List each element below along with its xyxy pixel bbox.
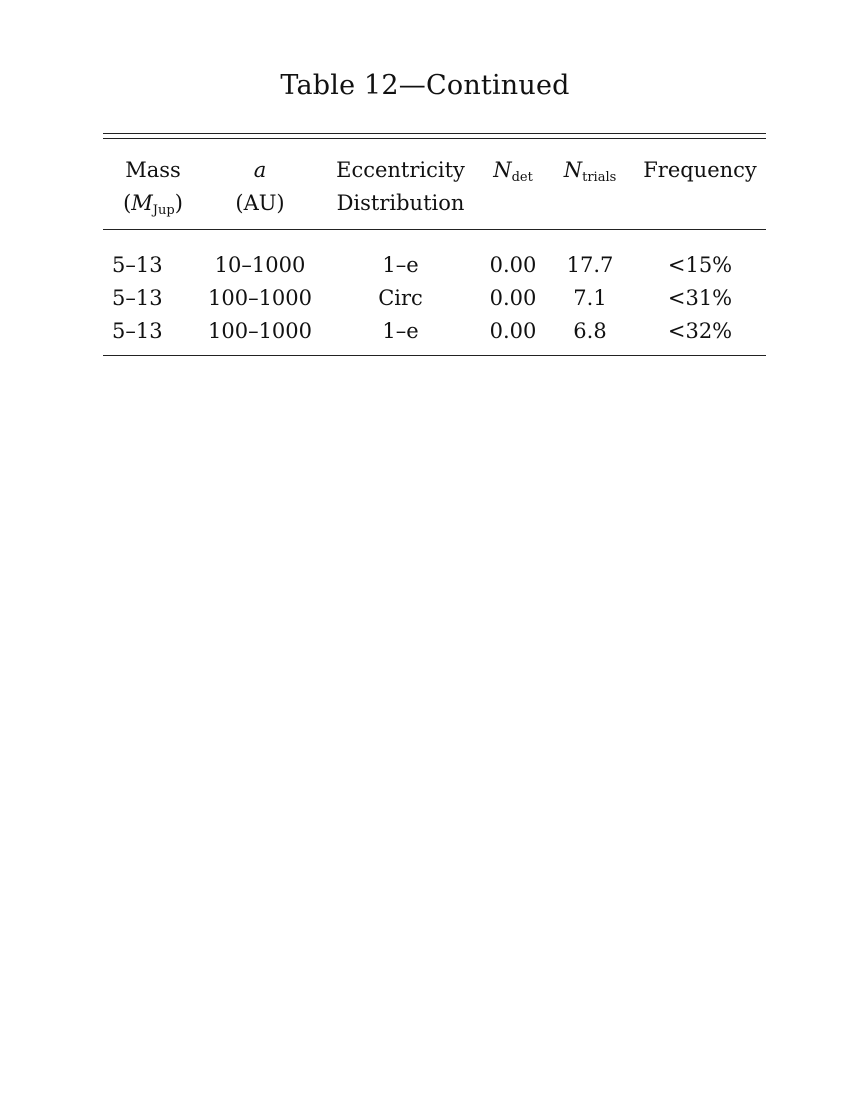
cell-ntrials: 7.1 <box>573 286 607 310</box>
header-semimajor-axis-unit: (AU) <box>235 191 285 215</box>
cell-frequency: <31% <box>667 286 733 310</box>
header-eccentricity: Eccentricity <box>336 158 465 182</box>
cell-frequency: <15% <box>667 253 733 277</box>
cell-eccentricity: 1–e <box>382 253 419 277</box>
cell-ndet: 0.00 <box>489 253 537 277</box>
cell-eccentricity: 1–e <box>382 319 419 343</box>
cell-ndet: 0.00 <box>489 319 537 343</box>
table-caption: Table 12—Continued <box>280 70 570 101</box>
cell-ntrials: 6.8 <box>573 319 607 343</box>
header-mass: Mass <box>125 158 181 182</box>
header-rule <box>103 229 766 230</box>
header-frequency: Frequency <box>643 158 757 182</box>
cell-mass: 5–13 <box>112 319 163 343</box>
cell-a: 10–1000 <box>214 253 306 277</box>
header-eccentricity-line2: Distribution <box>336 191 465 215</box>
cell-a: 100–1000 <box>207 319 313 343</box>
header-ntrials: $N_{trials}$ <box>563 158 617 185</box>
bottom-rule <box>103 355 766 356</box>
header-ndet: $N_{det}$ <box>493 158 533 185</box>
cell-a: 100–1000 <box>207 286 313 310</box>
header-semimajor-axis: a <box>253 158 267 182</box>
cell-mass: 5–13 <box>112 286 163 310</box>
top-rule-upper <box>103 133 766 134</box>
cell-ndet: 0.00 <box>489 286 537 310</box>
cell-ntrials: 17.7 <box>566 253 614 277</box>
cell-mass: 5–13 <box>112 253 163 277</box>
top-rule-lower <box>103 138 766 139</box>
header-mass-unit: $(M_{Jup})$ <box>123 191 183 218</box>
cell-frequency: <32% <box>667 319 733 343</box>
cell-eccentricity: Circ <box>378 286 423 310</box>
